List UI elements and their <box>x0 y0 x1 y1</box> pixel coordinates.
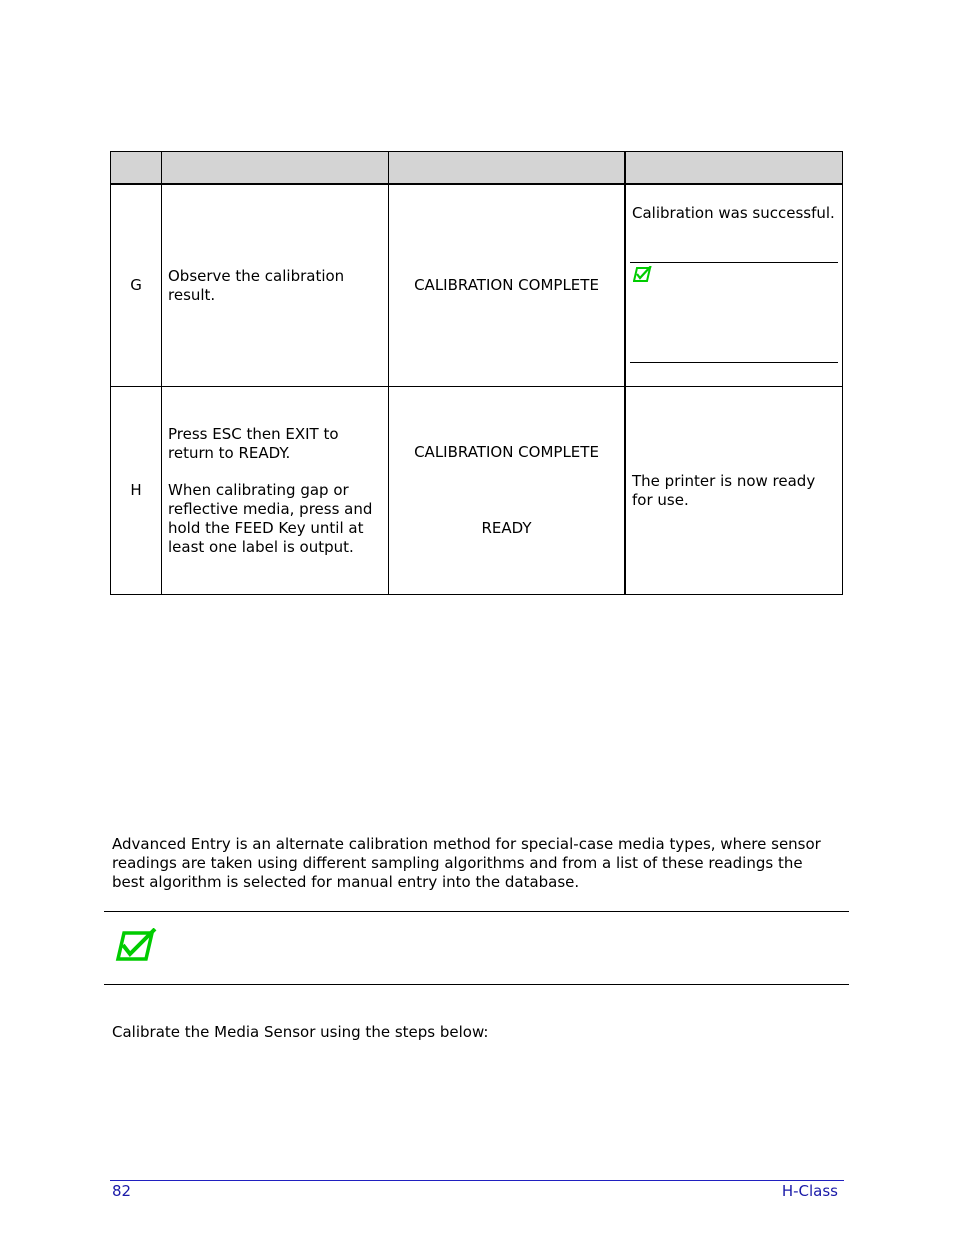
action-text: Observe the calibration result. <box>168 266 345 304</box>
note-top-rule <box>104 911 849 912</box>
table-header-row <box>111 152 843 185</box>
action-text: When calibrating gap or reflective media, press and hold the FEED Key until at least one label is output. <box>168 480 373 556</box>
note-checkbox-icon <box>633 266 653 288</box>
display-text: READY <box>481 519 532 537</box>
step-comment <box>625 387 843 595</box>
header-step <box>111 152 162 185</box>
note-bottom-rule <box>104 984 849 985</box>
table-row <box>111 184 843 387</box>
comment-text: The printer is now ready for use. <box>632 471 816 509</box>
step-letter: H <box>111 387 162 595</box>
comment-text: Calibration was successful. <box>632 204 835 222</box>
step-display <box>389 387 626 595</box>
advanced-entry-paragraph: Advanced Entry is an alternate calibration method for special-case media types, where sensor readings are taken using different sampling algorithms and from a list of these readings the best algorithm is selected for manual entry into the database. <box>112 835 821 891</box>
step-letter: G <box>111 184 162 387</box>
action-text: Press ESC then EXIT to return to READY. <box>168 424 339 462</box>
footer-rule <box>110 1180 844 1181</box>
step-display <box>389 184 626 387</box>
header-comment <box>625 152 843 185</box>
page-number: 82 <box>112 1182 132 1200</box>
note-checkbox-icon <box>115 928 157 966</box>
step-comment <box>625 184 843 387</box>
product-name: H-Class <box>781 1182 838 1200</box>
display-text: CALIBRATION COMPLETE <box>414 443 599 461</box>
table-row <box>111 387 843 595</box>
header-action <box>162 152 389 185</box>
note-divider <box>630 362 838 363</box>
display-text: CALIBRATION COMPLETE <box>414 276 599 294</box>
instruction-paragraph: Calibrate the Media Sensor using the steps below: <box>112 1023 489 1041</box>
step-action <box>162 184 389 387</box>
step-action <box>162 387 389 595</box>
note-divider <box>630 262 838 263</box>
header-display <box>389 152 626 185</box>
calibration-steps-table <box>110 151 843 595</box>
